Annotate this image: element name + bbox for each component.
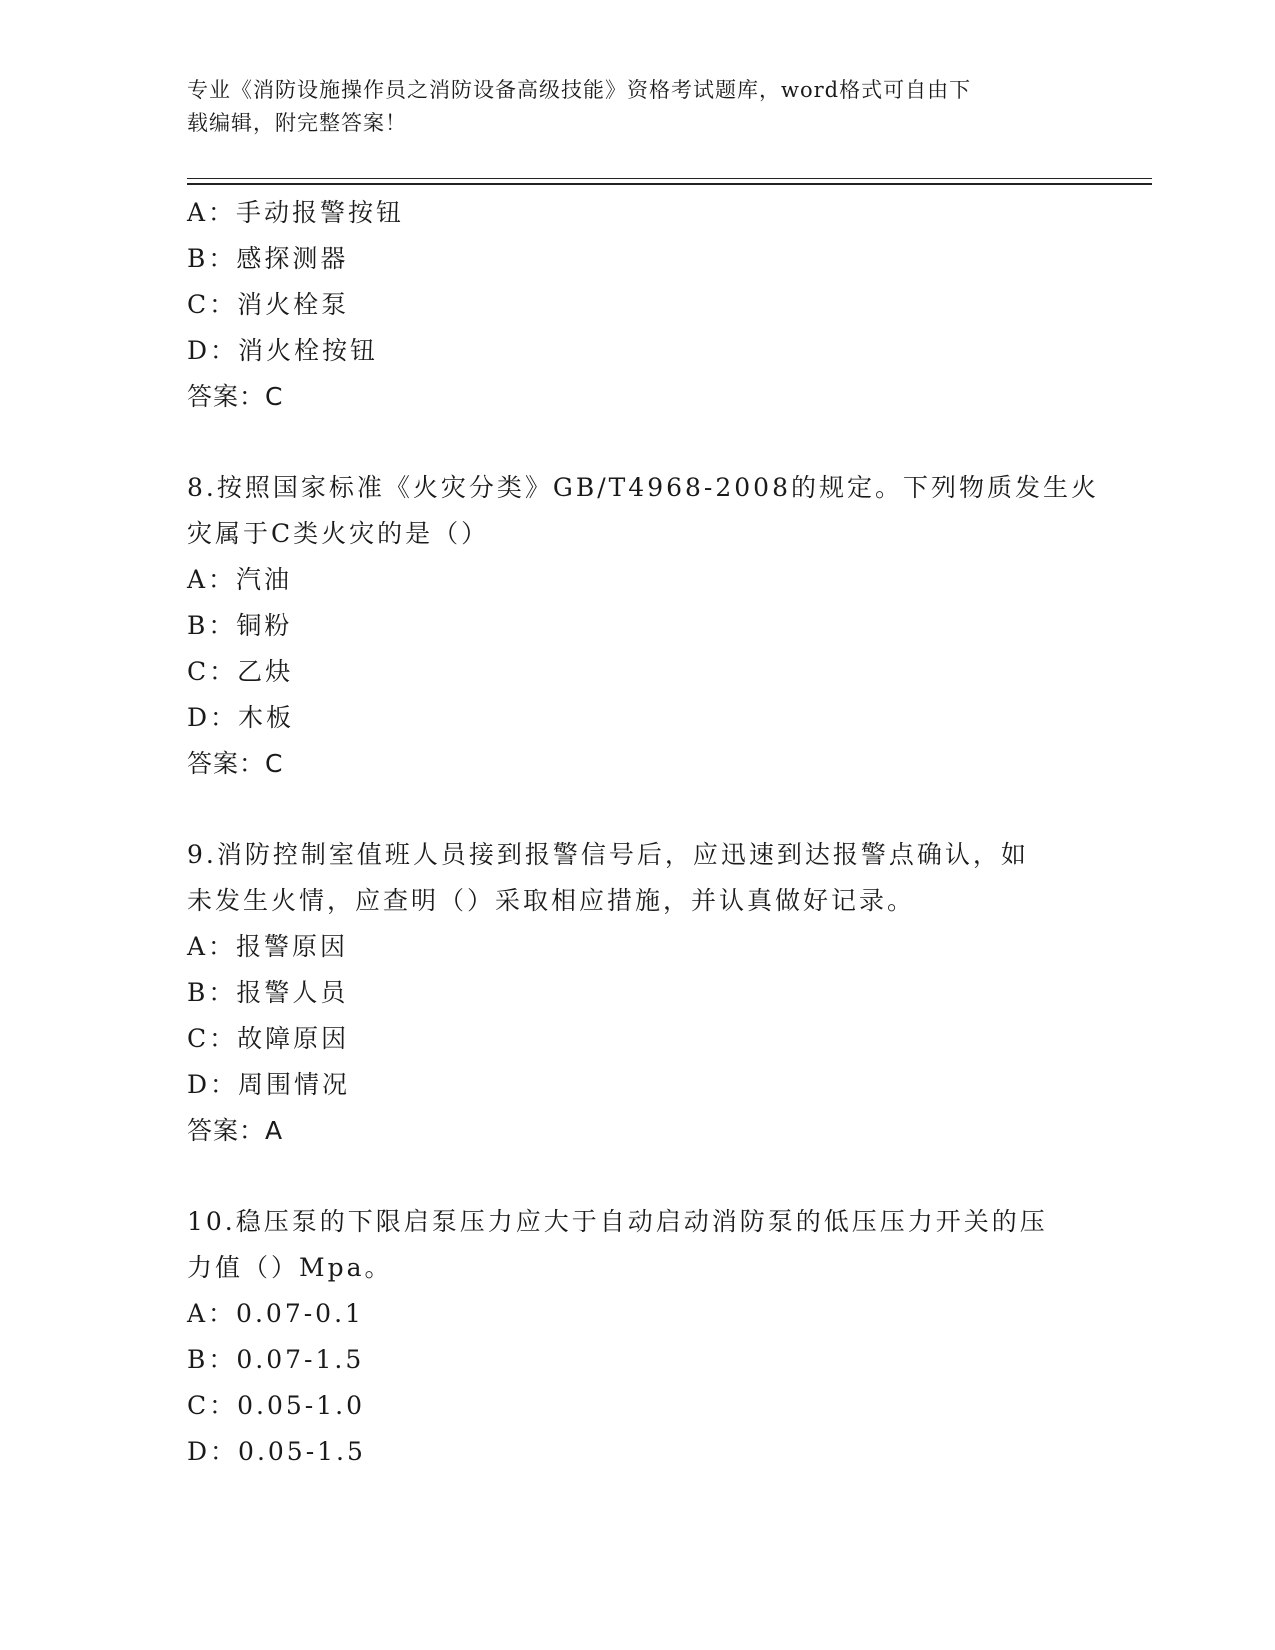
option-b: B：报警人员 xyxy=(187,978,349,1007)
option-c: C：0.05-1.0 xyxy=(187,1391,365,1420)
spacer xyxy=(187,420,1087,465)
option-d: D：0.05-1.5 xyxy=(187,1437,366,1466)
option-a: A：手动报警按钮 xyxy=(187,198,405,227)
answer: 答案：C xyxy=(187,382,284,411)
spacer xyxy=(187,787,1087,832)
question-list xyxy=(187,190,1099,1475)
spacer xyxy=(187,1154,1087,1199)
option-c: C：故障原因 xyxy=(187,1024,350,1053)
option-b: B：0.07-1.5 xyxy=(187,1345,365,1374)
answer: 答案：C xyxy=(187,749,284,778)
question-text-line-1: 9.消防控制室值班人员接到报警信号后，应迅速到达报警点确认，如 xyxy=(187,840,1029,869)
question-text-line-2: 灾属于C类火灾的是（） xyxy=(187,519,490,548)
question-text-line-2: 力值（）Mpa。 xyxy=(187,1253,393,1282)
question-text-line-2: 未发生火情，应查明（）采取相应措施，并认真做好记录。 xyxy=(187,886,916,915)
option-b: B：感探测器 xyxy=(187,244,349,273)
option-b: B：铜粉 xyxy=(187,611,293,640)
option-a: A：报警原因 xyxy=(187,932,349,961)
option-d: D：消火栓按钮 xyxy=(187,336,379,365)
header-divider-thick xyxy=(187,183,1152,185)
option-d: D：周围情况 xyxy=(187,1070,351,1099)
question-10 xyxy=(187,1199,1087,1475)
question-9 xyxy=(187,832,1087,1154)
option-a: A：汽油 xyxy=(187,565,293,594)
document-header xyxy=(187,74,1067,140)
question-text-line-1: 8.按照国家标准《火灾分类》GB/T4968-2008的规定。下列物质发生火 xyxy=(187,473,1099,502)
option-d: D：木板 xyxy=(187,703,295,732)
question-text-line-1: 10.稳压泵的下限启泵压力应大于自动启动消防泵的低压压力开关的压 xyxy=(187,1207,1048,1236)
question-7 xyxy=(187,190,1087,420)
header-divider-thin xyxy=(187,178,1152,179)
option-c: C：消火栓泵 xyxy=(187,290,350,319)
answer: 答案：A xyxy=(187,1116,284,1145)
header-line-2: 载编辑，附完整答案！ xyxy=(187,111,407,135)
question-8 xyxy=(187,465,1099,787)
header-line-1: 专业《消防设施操作员之消防设备高级技能》资格考试题库，word格式可自由下 xyxy=(187,78,972,102)
option-c: C：乙炔 xyxy=(187,657,294,686)
option-a: A：0.07-0.1 xyxy=(187,1299,364,1328)
